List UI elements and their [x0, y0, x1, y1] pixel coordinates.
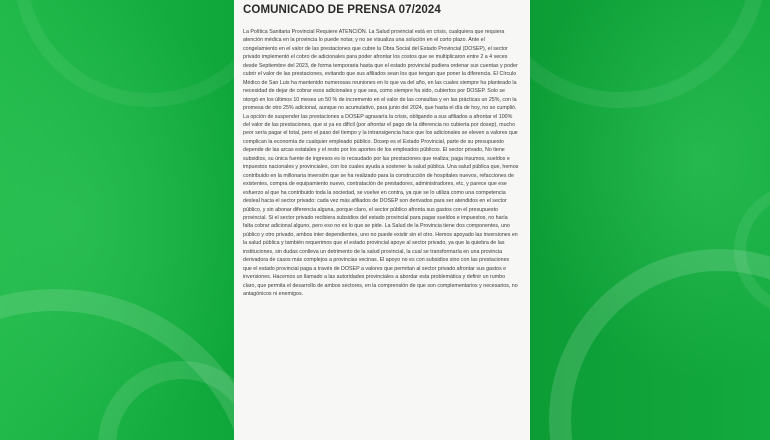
press-release-body: La Política Sanitaria Provincial Requiere ATENCIÓN. La Salud provincial está en crisis, cualquiera que requiera atención médica en la provincia lo puede notar, y no se visualiza una solución en el corto plazo. Ante el congelamiento en el valor de las prestaciones que cubre la Obra Social del Estado Provincial (DOSEP), el sector privado implementó el cobro de adicionales para poder afrontar los costos que se multiplicaron entre 2 a 4 veces desde Septiembre del 2023, de forma temporaria hasta que el estado provincial pudiera ordenar sus cuentas y poder cubrir el valor de las prestaciones, evitando que sus afiliados sean los que tengan que poner la diferencia. El Círculo Médico de San Luis ha mantenido numerosas reuniones en lo que va del año, en las cuales siempre ha planteado la necesidad de dejar de cobrar esos adicionales y que sea, como siempre ha sido, cubiertos por DOSEP. Solo se otorgó en los últimos 10 meses un 50 % de incremento en el valor de las consultas y en las prácticas un 25%, con la promesa de otro 25% adicional, aunque no acumulativo, para junio del 2024, que hasta el día de hoy, no se cumplió. La opción de suspender las prestaciones a DOSEP agravaría la crisis, obligando a sus afiliados a afrontar el 100% del valor de las prestaciones, que si ya es difícil (por afrontar el pago de la diferencia no cubierta por dosep), mucho peor sería pagar el total, pero el paso del tiempo y la intransigencia hace que los adicionales se eleven a valores que complican la economía de cualquier empleado público. Dosep es el Estado Provincial, parte de su presupuesto depende de las arcas estatales y el resto por los aportes de los empleados públicos. El sector privado, No tiene subsidios, su única fuente de ingresos es lo recaudado por las prestaciones que realiza; paga insumos, sueldos e impuestos nacionales y provinciales, con los cuales ayuda a sostener la salud pública. Una salud pública que, hemos contribuido en la millonaria inversión que se ha realizado para la construcción de hospitales nuevos, refacciones de existentes, compra de equipamiento nuevo, contratación de prestadores, administradores, etc, y parece que ese esfuerzo al que ha contribuido toda la sociedad, se vuelve en contra, ya que se lo utiliza como una competencia desleal hacia el sector privado: cada vez más afiliados de DOSEP son derivados para ser atendidos en el sector público, y sin abonar diferencia alguna, porque claro, el sector público afronta sus gastos con el presupuesto provincial. Si el sector privado recibiera subsidios del estado provincial para pagar sueldos e impuestos, no haría falta cobrar adicional alguno, pero eso no es lo que se pide. La Salud de la Provincia tiene dos componentes, uno público y otro privado, ambos inter dependientes, uno no puede existir sin el otro. Hemos apoyado las inversiones en la salud pública y también requerimos que el estado provincial apoye al sector privado, ya que la quiebra de las instituciones, sin dudas conlleva un detrimento de la salud provincial, la cual se transformaría en una provincia derivadora de casos más complejos a provincias vecinas. El apoyo no es con subsidios sino con las prestaciones que el estado provincial paga a través de DOSEP a valores que permitan al sector privado afrontar sus gastos e inversiones. Hacemos un llamado a las autoridades provinciales a abordar esta problemática y definir un rumbo claro, que permita el desarrollo de ambos sectores, en la comprensión de que son complementarios y necesarios, no antagónicos ni enemigos.	[243, 29, 519, 298]
press-release-page	[234, 0, 530, 440]
press-release-title: COMUNICADO DE PRENSA 07/2024	[243, 4, 441, 16]
